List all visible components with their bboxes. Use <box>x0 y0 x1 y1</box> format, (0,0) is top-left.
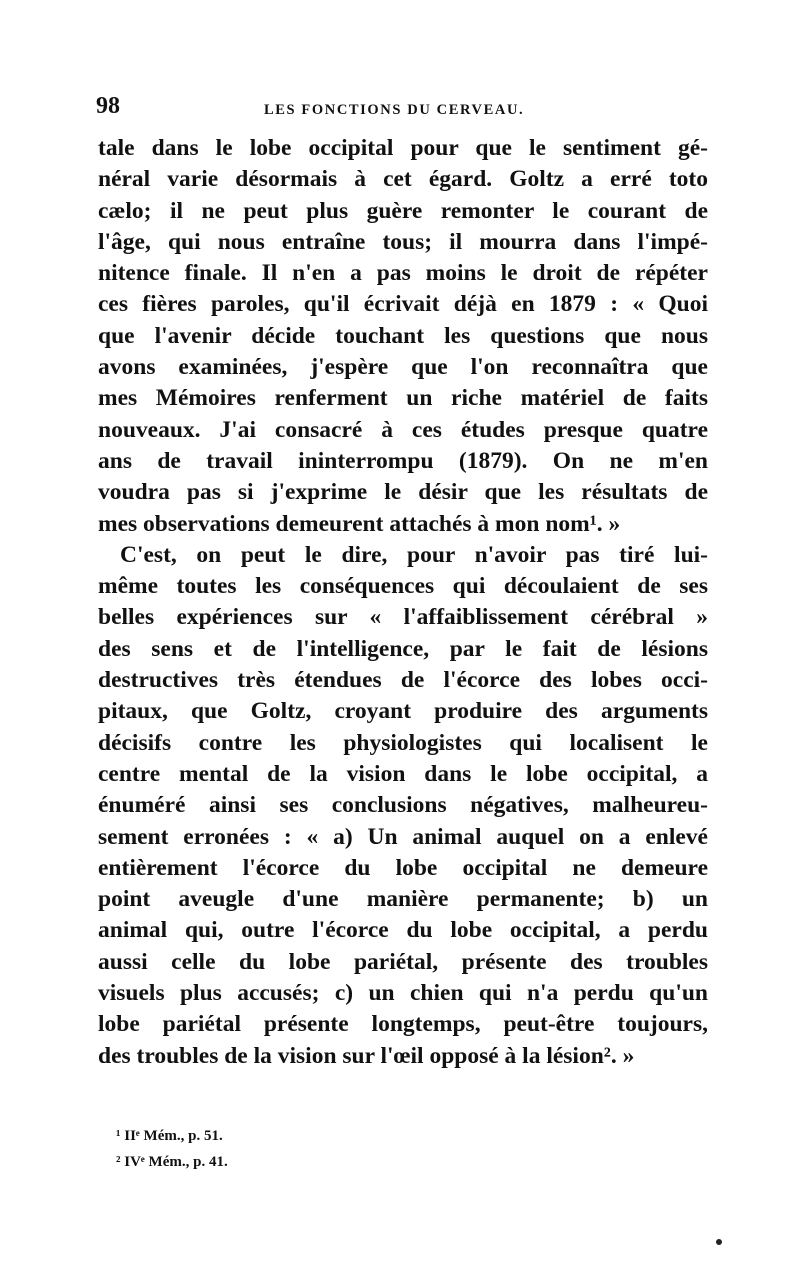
running-head <box>96 93 706 123</box>
text-line: que l'avenir décide touchant les questions que nous <box>98 322 708 349</box>
text-line: ans de travail ininterrompu (1879). On ne m'en <box>98 447 708 474</box>
text-line: belles expériences sur « l'affaiblissement cérébral » <box>98 604 708 631</box>
text-line: décisifs contre les physiologistes qui localisent le <box>98 729 708 756</box>
text-line: avons examinées, j'espère que l'on reconnaîtra que <box>98 354 708 381</box>
text-line: voudra pas si j'exprime le désir que les résultats de <box>98 479 708 506</box>
text-line: sement erronées : « a) Un animal auquel on a enlevé <box>98 823 708 850</box>
ink-speck <box>716 1239 722 1245</box>
text-line: tale dans le lobe occipital pour que le sentiment gé- <box>98 135 708 161</box>
text-line: pitaux, que Goltz, croyant produire des arguments <box>98 698 708 725</box>
text-line: C'est, on peut le dire, pour n'avoir pas tiré lui- <box>120 541 708 568</box>
page-number: 98 <box>96 93 120 119</box>
text-line: nitence finale. Il n'en a pas moins le droit de répéter <box>98 260 708 287</box>
footnotes <box>116 1123 516 1175</box>
text-line: nouveaux. J'ai consacré à ces études presque quatre <box>98 416 708 443</box>
text-line: animal qui, outre l'écorce du lobe occipital, a perdu <box>98 917 708 944</box>
text-line: entièrement l'écorce du lobe occipital ne demeure <box>98 854 708 881</box>
text-line: des troubles de la vision sur l'œil opposé à la lésion². » <box>98 1042 635 1069</box>
text-line: néral varie désormais à cet égard. Goltz a erré toto <box>98 166 708 193</box>
text-line: mes observations demeurent attachés à mon nom¹. » <box>98 510 621 537</box>
body-text <box>98 133 708 1072</box>
text-line: énuméré ainsi ses conclusions négatives, malheureu- <box>98 792 708 819</box>
text-line: ces fières paroles, qu'il écrivait déjà en 1879 : « Quoi <box>98 291 708 318</box>
footnote: ¹ IIᵉ Mém., p. 51. <box>116 1128 223 1144</box>
text-line: centre mental de la vision dans le lobe occipital, a <box>98 760 708 787</box>
text-line: visuels plus accusés; c) un chien qui n'a perdu qu'un <box>98 980 708 1007</box>
footnote: ² IVᵉ Mém., p. 41. <box>116 1154 228 1170</box>
text-line: mes Mémoires renferment un riche matériel de faits <box>98 385 708 412</box>
text-line: point aveugle d'une manière permanente; b) un <box>98 886 708 913</box>
text-line: des sens et de l'intelligence, par le fait de lésions <box>98 635 708 662</box>
running-title: LES FONCTIONS DU CERVEAU. <box>264 102 525 118</box>
text-line: même toutes les conséquences qui découlaient de ses <box>98 573 708 600</box>
text-line: aussi celle du lobe pariétal, présente des troubles <box>98 948 708 975</box>
text-line: lobe pariétal présente longtemps, peut-être toujours, <box>98 1011 708 1038</box>
text-line: cælo; il ne peut plus guère remonter le courant de <box>98 197 708 224</box>
text-line: destructives très étendues de l'écorce des lobes occi- <box>98 667 708 694</box>
text-line: l'âge, qui nous entraîne tous; il mourra dans l'impé- <box>98 228 708 255</box>
